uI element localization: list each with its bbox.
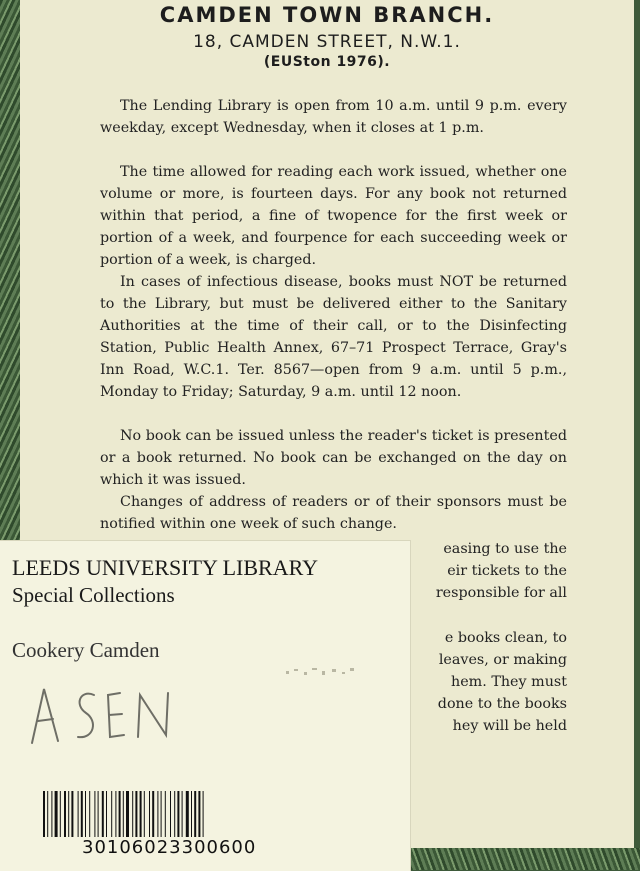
barcode-number: 30106023300600 <box>82 837 257 858</box>
fragment-line: done to the books <box>437 695 567 712</box>
fragment-line: leaves, or making <box>438 651 567 668</box>
branch-title: CAMDEN TOWN BRANCH. <box>159 3 495 27</box>
fragment-line: responsible for all <box>435 584 567 601</box>
label-shelfmark: Cookery Camden <box>12 638 160 662</box>
library-label-sticker <box>0 540 411 871</box>
paragraph-loan-period: The time allowed for reading each work issued, whether one volume or more, is fourteen days. For any book not returned within that period, a fine of twopence for the first week or portion of a week, and fourpence for each succeeding week or portion of a week, is charged. <box>100 164 567 268</box>
fragment-line: hem. They must <box>451 673 567 690</box>
paragraph-opening-hours: The Lending Library is open from 10 a.m. until 9 p.m. every weekday, except Wednesday, when it closes at 1 p.m. <box>100 98 567 136</box>
fragment-line: eir tickets to the <box>447 562 567 579</box>
partial-paragraph-1 <box>412 539 567 605</box>
paragraph-ticket-rules: No book can be issued unless the reader's ticket is presented or a book returned. No book can be exchanged on the day on which it was issued. <box>100 428 567 488</box>
faint-pencil-smudge <box>282 663 362 683</box>
barcode <box>43 791 293 837</box>
label-library-name: LEEDS UNIVERSITY LIBRARY <box>12 555 318 580</box>
paragraph-infectious-disease: In cases of infectious disease, books must NOT be returned to the Library, but must be delivered either to the Sanitary Authorities at the time of their call, or to the Disinfecting Station, Public Health Annex, 67–71 Prospect Terrace, Gray's Inn Road, W.C.1. Ter. 8567—open from 9 a.m. until 5 p.m., Monday to Friday; Saturday, 9 a.m. until 12 noon. <box>100 274 567 400</box>
fragment-line: easing to use the <box>443 541 567 557</box>
partial-paragraph-2 <box>412 628 567 738</box>
label-collection: Special Collections <box>12 583 175 607</box>
handwritten-pencil-mark <box>28 681 198 751</box>
branch-phone: (EUSton 1976). <box>263 54 391 70</box>
paragraph-change-of-address: Changes of address of readers or of their sponsors must be notified within one week of such change. <box>100 494 567 532</box>
fragment-line: hey will be held <box>452 717 567 734</box>
fragment-line: e books clean, to <box>444 630 567 646</box>
branch-address: 18, CAMDEN STREET, N.W.1. <box>193 32 461 52</box>
